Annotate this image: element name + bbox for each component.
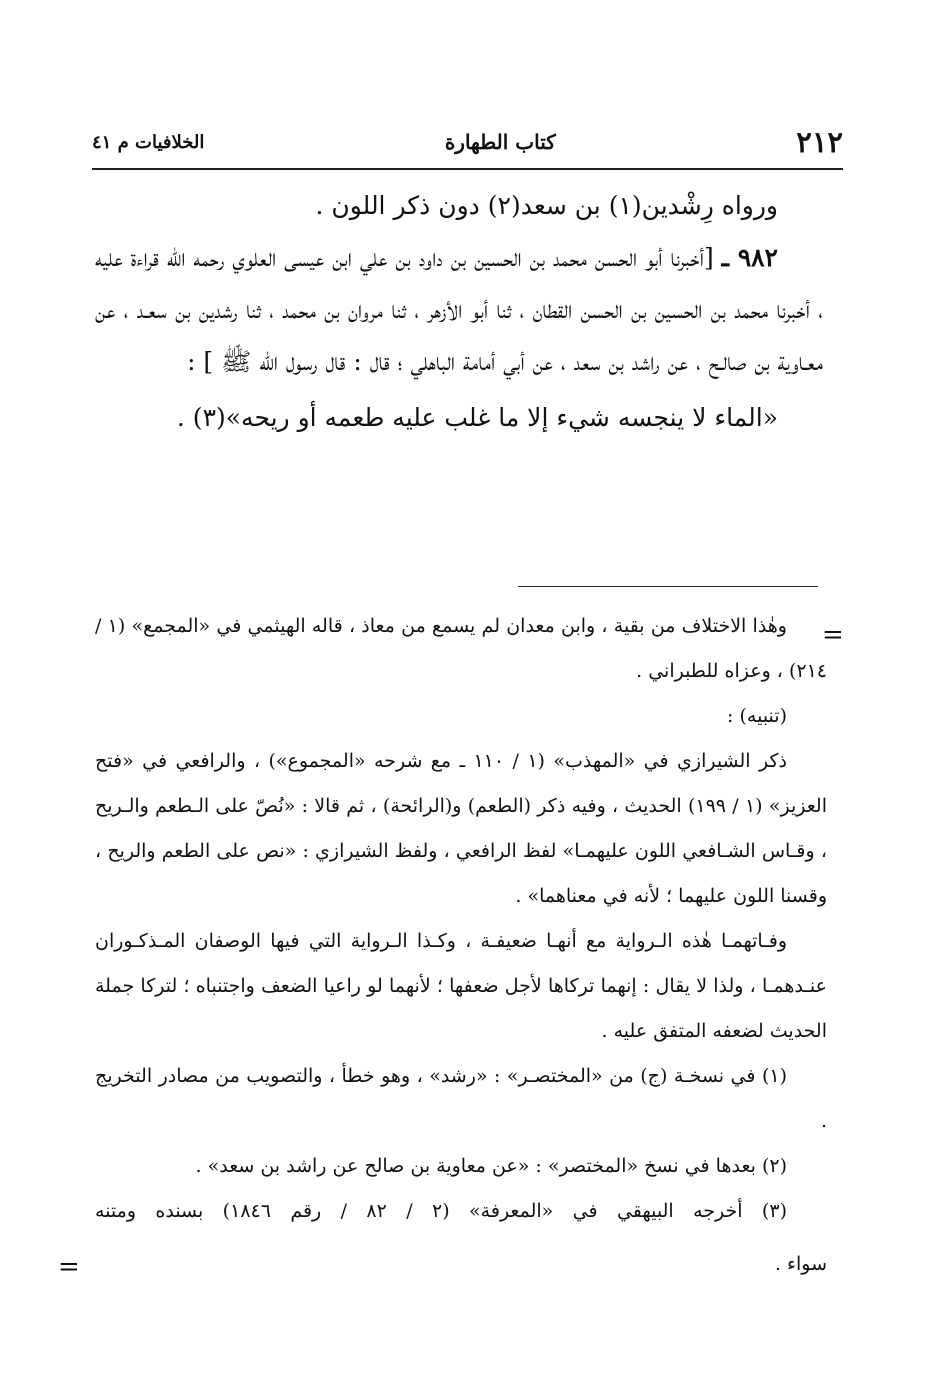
footnote-separator	[518, 586, 818, 587]
hadith-text: «الماء لا ينجسه شيء إلا ما غلب عليه طعمه أو ريحه»(٣) .	[176, 403, 778, 432]
hadith-entry	[95, 232, 823, 388]
header-rule	[92, 168, 843, 170]
footnote-1: (١) في نسخـة (ج) من «المختصـر» : «رشد» ، وهو خطأ ، والتصويب من مصادر التخريج .	[95, 1065, 827, 1132]
chapter-title: كتاب الطهارة	[444, 130, 556, 154]
continuation-mark-top: =	[822, 620, 844, 650]
main-text	[95, 180, 823, 444]
isnad-text: [أخبرنا أبو الحسن محمد بن الحسين بن داود بن علي ابن عيسى العلوي رحمه الله قراءة عليه ، أخبرنا محمد بن الحسين بن الحسن القطان ، ثنا أبو الأزهر ، ثنا مروان بن محمد ، ثنا رشدين بن سعـد ، عن معـاوية بن صالـح ، عن راشد بن سعد ، عن أبي أمامة الباهلي ؛ قال : قال رسول الله ﷺ ] :	[95, 243, 823, 376]
tanbih-paragraph-1: ذكر الشيرازي في «المهذب» (١ / ١١٠ ـ مع شرحه «المجموع») ، والرافعي في «فتح العزيز» (١ / ١٩٩) الحديث ، وفيه ذكر (الطعم) و(الرائحة) ، ثم قالا : «نُصّ على الـطعم والـريح ، وقـاس الشـافعي اللون عليهمـا» لفظ الرافعي ، ولفظ الشيرازي : «نص على الطعم والريح ، وقسنا اللون عليهما ؛ لأنه في معناهما» .	[95, 750, 827, 907]
footnote-continuation: وهٰذا الاختلاف من بقية ، وابن معدان لم يسمع من معاذ ، قاله الهيثمي في «المجمع» (١ / ٢١٤) ، وعزاه للطبراني .	[95, 615, 827, 682]
footnote-3: (٣) أخرجه البيهقي في «المعرفة» (٢ / ٨٢ / رقم ١٨٤٦) بسنده ومتنه	[95, 1200, 787, 1222]
entry-number: ٩٨٢ ـ	[721, 243, 778, 272]
page-number: ٢١٢	[796, 125, 843, 159]
footnotes	[95, 604, 827, 1287]
footnote-2: (٢) بعدها في نسخ «المختصر» : «عن معاوية بن صالح عن راشد بن سعد» .	[195, 1155, 787, 1177]
tanbih-paragraph-2: وفـاتهمـا هٰذه الـرواية مع أنهـا ضعيفـة ، وكـذا الـرواية التي فيها الوصفان المـذكـوران عنـدهمـا ، ولذا لا يقال : إنهما تركاها لأجل ضعفها ؛ لأنهما لو راعيا الضعف واجتنباه ؛ لتركا جملة الحديث لضعفه المتفق عليه .	[95, 930, 827, 1042]
running-head	[92, 122, 843, 162]
volume-reference: الخلافيات م ٤١	[92, 131, 205, 153]
continuation-mark-bottom: =	[58, 1252, 80, 1282]
tanbih-heading: (تنبيه) :	[727, 705, 787, 727]
footnote-3-tail: سواء .	[774, 1253, 827, 1275]
intro-line: ورواه رِشْدين(١) بن سعد(٢) دون ذكر اللون .	[315, 191, 778, 220]
